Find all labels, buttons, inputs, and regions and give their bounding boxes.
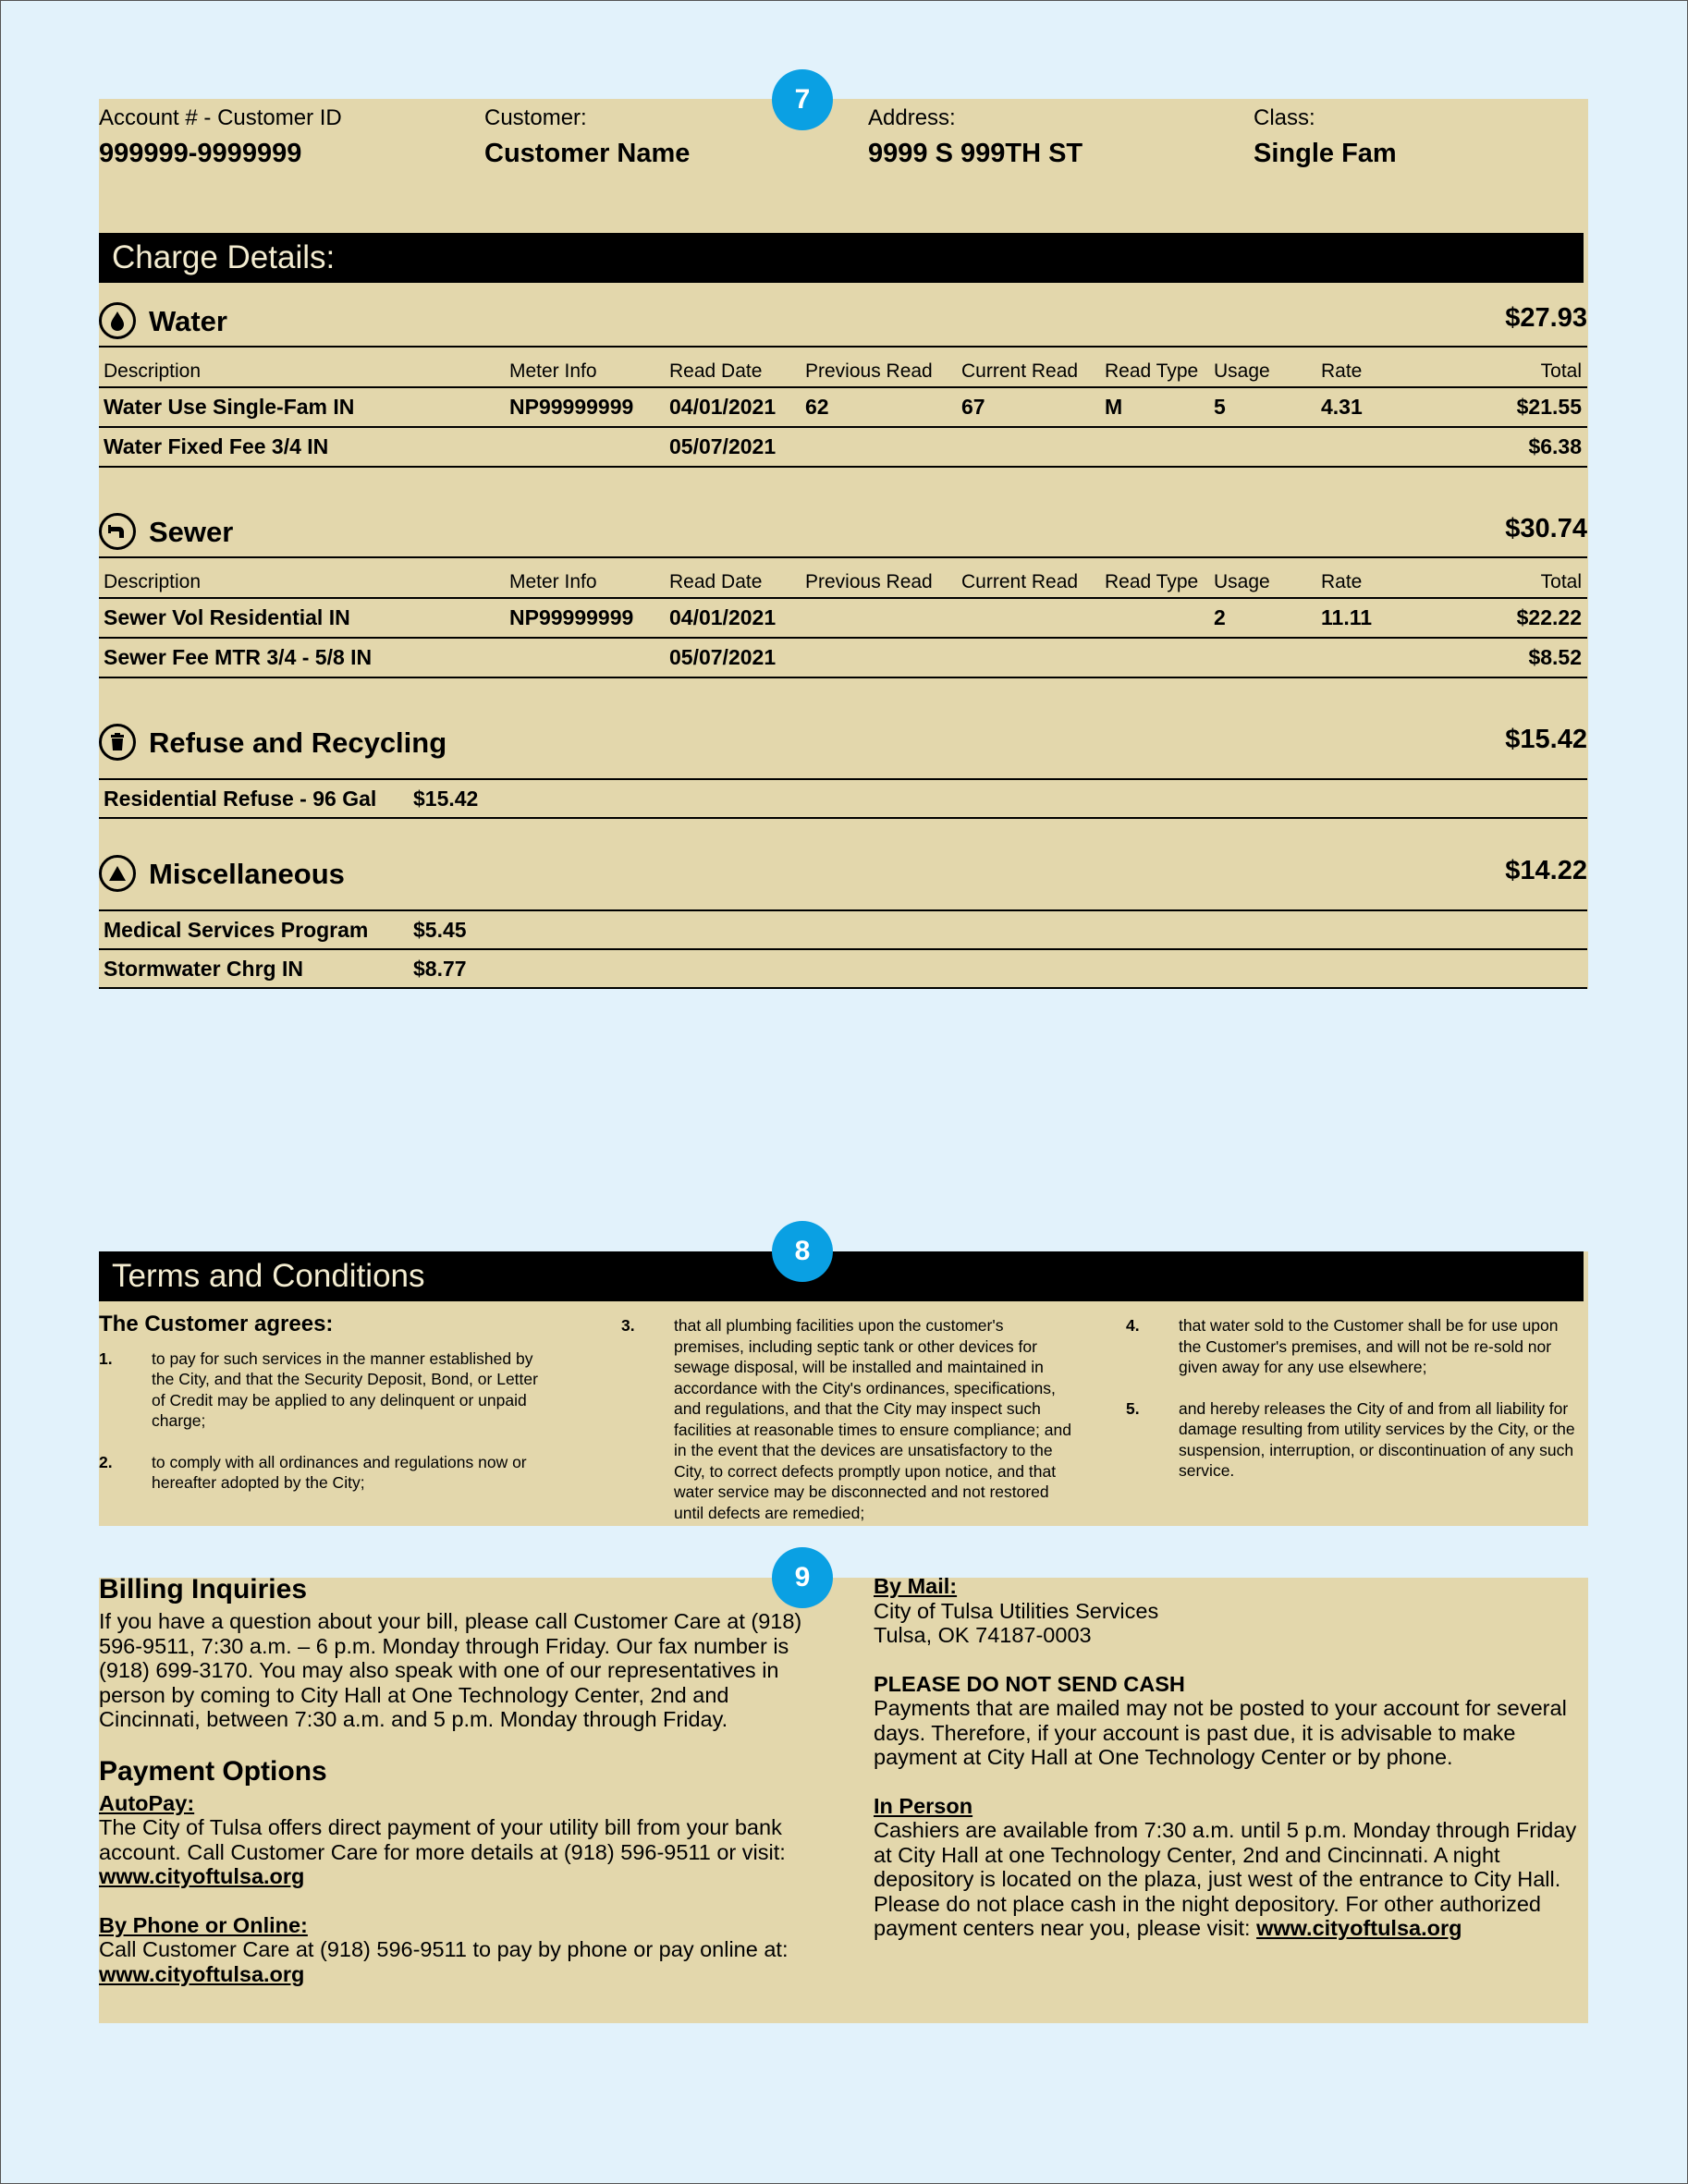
billing-left-column — [99, 1574, 829, 1986]
table-cell — [505, 638, 665, 677]
misc-table — [99, 909, 1587, 989]
sewer-heading — [99, 510, 1587, 556]
refuse-total: $15.42 — [1505, 725, 1587, 754]
table-cell: $5.45 — [409, 910, 1587, 949]
table-cell: 04/01/2021 — [665, 598, 801, 638]
class-value: Single Fam — [1254, 139, 1397, 168]
phone-online-text: Call Customer Care at (918) 596-9511 to pay by phone or pay online at: — [99, 1937, 789, 1961]
charge-details-title: Charge Details: — [112, 239, 336, 275]
table-header-row — [99, 347, 1587, 387]
column-header: Read Type — [1100, 347, 1209, 387]
table-cell: NP99999999 — [505, 598, 665, 638]
term-number: 5. — [1126, 1398, 1140, 1418]
column-header: Description — [99, 347, 505, 387]
customer-value: Customer Name — [484, 139, 691, 168]
table-cell: Residential Refuse - 96 Gal — [99, 779, 409, 818]
table-cell: 05/07/2021 — [665, 638, 801, 677]
table-cell: $8.77 — [409, 949, 1587, 988]
refuse-section — [99, 721, 1587, 819]
refuse-title: Refuse and Recycling — [149, 726, 447, 759]
misc-heading — [99, 852, 1587, 909]
table-cell — [505, 427, 665, 467]
table-cell — [1100, 427, 1209, 467]
table-cell: NP99999999 — [505, 387, 665, 427]
table-cell: $6.38 — [1437, 427, 1587, 467]
term-item — [99, 1348, 552, 1432]
table-cell: 62 — [801, 387, 957, 427]
table-cell — [1209, 638, 1316, 677]
charge-details-bar — [99, 233, 1584, 283]
table-cell — [801, 427, 957, 467]
account-id-value: 999999-9999999 — [99, 139, 302, 168]
term-item — [1126, 1315, 1579, 1378]
table-cell: $22.22 — [1437, 598, 1587, 638]
table-row — [99, 910, 1587, 949]
term-text: that water sold to the Customer shall be for use upon the Customer's premises, and will not be re-sold nor given away for any use elsewhere; — [1179, 1316, 1559, 1376]
terms-bar — [99, 1251, 1584, 1301]
column-header: Rate — [1316, 557, 1437, 598]
table-cell: $21.55 — [1437, 387, 1587, 427]
no-cash-title: PLEASE DO NOT SEND CASH — [874, 1671, 1185, 1696]
no-cash-text: Payments that are mailed may not be posted to your account for several days. Therefore, if your account is past due, it is advisable to make payment at City Hall at One Technology Center or by phone. — [874, 1696, 1567, 1769]
column-header: Usage — [1209, 347, 1316, 387]
terms-column-2 — [621, 1315, 1074, 1543]
terms-heading: The Customer agrees: — [99, 1312, 334, 1336]
table-cell — [801, 638, 957, 677]
address-label: Address: — [868, 105, 956, 130]
table-row — [99, 779, 1587, 818]
column-header: Read Date — [665, 557, 801, 598]
table-cell: 4.31 — [1316, 387, 1437, 427]
refuse-table — [99, 778, 1587, 819]
in-person-text: Cashiers are available from 7:30 a.m. until 5 p.m. Monday through Friday at City Hall at one Technology Center, 2nd and Cincinnati. A night depository is located on the plaza, just west of the entrance to City Hall. Please do not place cash in the night depository. For other authorized payment centers near you, please visit: — [874, 1818, 1577, 1940]
phone-online-label: By Phone or Online: — [99, 1912, 308, 1937]
sewer-section — [99, 510, 1587, 678]
column-header: Total — [1437, 557, 1587, 598]
column-header: Usage — [1209, 557, 1316, 598]
term-item — [99, 1452, 552, 1494]
misc-title: Miscellaneous — [149, 858, 345, 890]
sewer-title: Sewer — [149, 516, 234, 548]
table-cell: $8.52 — [1437, 638, 1587, 677]
class-label: Class: — [1254, 105, 1315, 130]
misc-section — [99, 852, 1587, 989]
class-block — [1254, 105, 1397, 169]
water-total: $27.93 — [1505, 303, 1587, 333]
customer-block — [484, 105, 690, 169]
term-number: 4. — [1126, 1316, 1140, 1335]
water-title: Water — [149, 305, 227, 337]
account-id-label: Account # - Customer ID — [99, 105, 342, 130]
customer-label: Customer: — [484, 105, 587, 130]
billing-inquiries-title: Billing Inquiries — [99, 1574, 308, 1604]
column-header: Total — [1437, 347, 1587, 387]
table-cell: Stormwater Chrg IN — [99, 949, 409, 988]
term-item — [621, 1315, 1074, 1523]
section-marker-7: 7 — [772, 69, 833, 130]
table-row — [99, 427, 1587, 467]
terms-column-3 — [1126, 1315, 1579, 1502]
column-header: Previous Read — [801, 347, 957, 387]
by-mail-label: By Mail: — [874, 1574, 958, 1598]
billing-right-column — [874, 1574, 1587, 1941]
table-cell — [957, 598, 1100, 638]
table-row — [99, 949, 1587, 988]
table-cell: 2 — [1209, 598, 1316, 638]
table-cell: 67 — [957, 387, 1100, 427]
triangle-icon — [99, 855, 136, 892]
column-header: Current Read — [957, 557, 1100, 598]
table-cell — [1100, 598, 1209, 638]
table-cell: 04/01/2021 — [665, 387, 801, 427]
autopay-link[interactable]: www.cityoftulsa.org — [99, 1864, 305, 1888]
mail-address-line-2: Tulsa, OK 74187-0003 — [874, 1623, 1092, 1647]
water-section — [99, 299, 1587, 468]
autopay-text: The City of Tulsa offers direct payment of your utility bill from your bank account. Call Customer Care for more details at (918) 596-9511 or visit: — [99, 1815, 786, 1864]
table-row — [99, 598, 1587, 638]
term-number: 2. — [99, 1452, 113, 1471]
misc-total: $14.22 — [1505, 856, 1587, 885]
section-marker-8: 8 — [772, 1221, 833, 1282]
column-header: Read Date — [665, 347, 801, 387]
trash-can-icon — [99, 724, 136, 761]
column-header: Read Type — [1100, 557, 1209, 598]
table-cell — [1316, 638, 1437, 677]
phone-online-link[interactable]: www.cityoftulsa.org — [99, 1961, 305, 1986]
term-text: that all plumbing facilities upon the customer's premises, including septic tank or other devices for sewage disposal, will be installed and maintained in accordance with the City's ordinances, specifications, and regulations, and that the City may inspect such facilities at reasonable times to ensure compliance; and in the event that the devices are unsatisfactory to the City, to correct defects promptly upon notice, and that water service may be disconnected and not restored until defects are remedied; — [674, 1316, 1071, 1522]
account-id-block — [99, 105, 342, 169]
table-cell: 5 — [1209, 387, 1316, 427]
term-number: 1. — [99, 1348, 113, 1368]
sewer-table — [99, 556, 1587, 678]
autopay-label: AutoPay: — [99, 1790, 195, 1815]
term-item — [1126, 1398, 1579, 1482]
water-drop-icon — [99, 302, 136, 339]
column-header: Meter Info — [505, 557, 665, 598]
table-cell: 05/07/2021 — [665, 427, 801, 467]
column-header: Description — [99, 557, 505, 598]
billing-inquiries-text: If you have a question about your bill, please call Customer Care at (918) 596-9511, 7:30 a.m. – 6 p.m. Monday through Friday. Our fax number is (918) 699-3170. You may also speak with one of our representatives in person by coming to City Hall at One Technology Center, 2nd and Cincinnati, between 7:30 a.m. and 5 p.m. Monday through Friday. — [99, 1609, 802, 1731]
column-header: Previous Read — [801, 557, 957, 598]
table-cell: Sewer Vol Residential IN — [99, 598, 505, 638]
table-cell: Water Use Single-Fam IN — [99, 387, 505, 427]
terms-title: Terms and Conditions — [112, 1258, 425, 1294]
table-cell — [1316, 427, 1437, 467]
sewer-total: $30.74 — [1505, 514, 1587, 543]
term-text: to pay for such services in the manner established by the City, and that the Security Deposit, Bond, or Letter of Credit may be applied to any delinquent or unpaid charge; — [152, 1348, 538, 1430]
column-header: Current Read — [957, 347, 1100, 387]
term-number: 3. — [621, 1316, 635, 1335]
address-block — [868, 105, 1083, 169]
term-text: to comply with all ordinances and regulations now or hereafter adopted by the City; — [152, 1452, 527, 1492]
term-text: and hereby releases the City of and from all liability for damage resulting from utility services by the City, or the suspension, interruption, or discontinuation of any such service. — [1179, 1398, 1575, 1480]
terms-column-1 — [99, 1314, 552, 1514]
table-cell — [957, 638, 1100, 677]
table-cell: $15.42 — [409, 779, 1587, 818]
table-cell — [957, 427, 1100, 467]
column-header: Meter Info — [505, 347, 665, 387]
table-cell: Medical Services Program — [99, 910, 409, 949]
in-person-label: In Person — [874, 1793, 973, 1818]
table-row — [99, 638, 1587, 677]
table-header-row — [99, 557, 1587, 598]
mail-address-line-1: City of Tulsa Utilities Services — [874, 1598, 1159, 1623]
table-cell: 11.11 — [1316, 598, 1437, 638]
water-table — [99, 346, 1587, 468]
table-cell: M — [1100, 387, 1209, 427]
payment-options-title: Payment Options — [99, 1755, 327, 1787]
in-person-link[interactable]: www.cityoftulsa.org — [1256, 1916, 1462, 1940]
table-cell — [1209, 427, 1316, 467]
table-row — [99, 387, 1587, 427]
section-marker-9: 9 — [772, 1547, 833, 1608]
refuse-heading — [99, 721, 1587, 778]
water-heading — [99, 299, 1587, 346]
table-cell — [1100, 638, 1209, 677]
sewer-pipe-icon — [99, 513, 136, 550]
table-cell — [801, 598, 957, 638]
table-cell: Sewer Fee MTR 3/4 - 5/8 IN — [99, 638, 505, 677]
address-value: 9999 S 999TH ST — [868, 139, 1083, 168]
table-cell: Water Fixed Fee 3/4 IN — [99, 427, 505, 467]
column-header: Rate — [1316, 347, 1437, 387]
